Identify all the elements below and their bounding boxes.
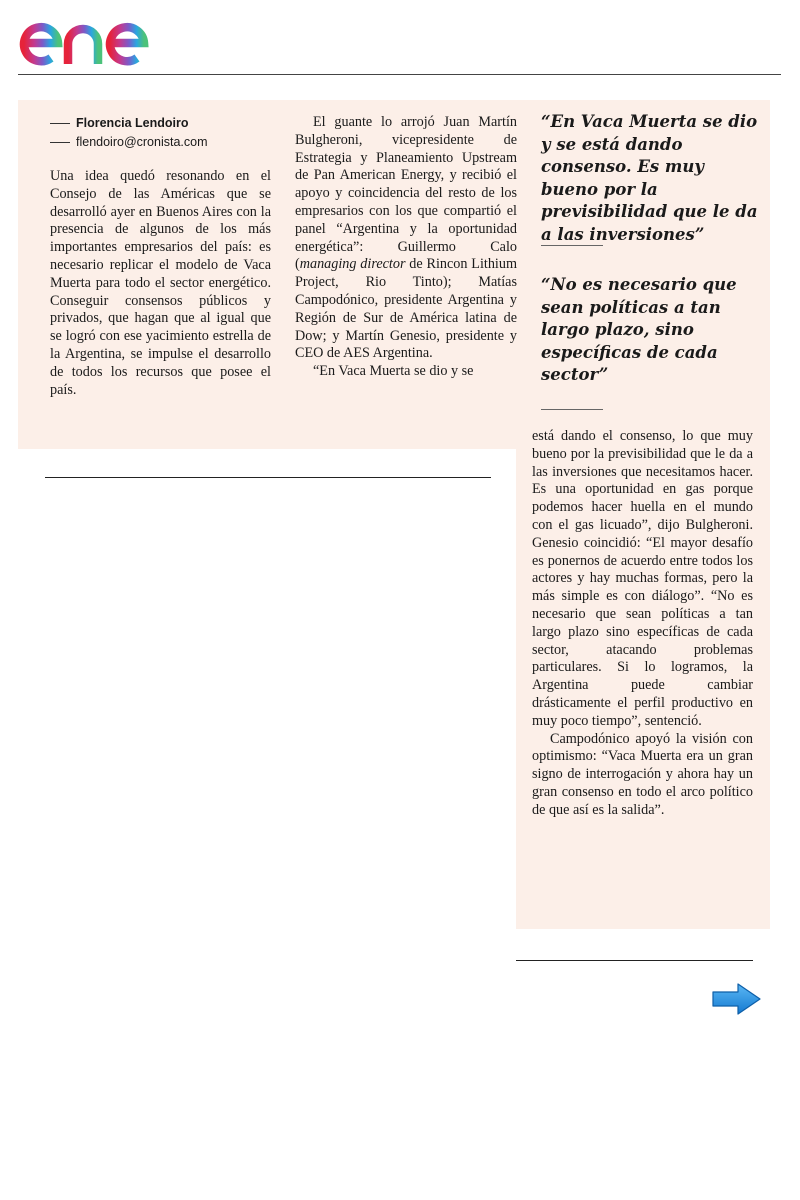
header-rule (18, 74, 781, 75)
byline (50, 114, 208, 152)
pull-quote-1: “En Vaca Muerta se dio y se está dando consenso. Es muy bueno por la previsibilidad que le da a las inversiones” (541, 112, 758, 244)
section-rule (516, 960, 753, 961)
article-paragraph: Campodónico apoyó la visión con optimismo: “Vaca Muerta era un gran signo de interrogación y ahora hay un gran consenso en todo el arco político de que así es la salida”. (532, 730, 753, 818)
author-name: Florencia Lendoiro (76, 116, 189, 130)
article-column-1 (50, 168, 271, 399)
author-email[interactable]: flendoiro@cronista.com (76, 135, 208, 149)
byline-dash (50, 123, 70, 124)
section-rule (45, 477, 491, 478)
byline-dash (50, 142, 70, 143)
article-text: de Rincon Lithium Project, Rio Tinto); Matías Campodónico, presidente Argentina y Región de Sur de América latina de Dow; y Martín Genesio, presidente y CEO de AES Argentina. (295, 256, 517, 362)
pull-quote-2: “No es necesario que sean políticas a tan largo plazo, sino específicas de cada sector” (541, 275, 737, 384)
article-emphasis: managing director (299, 256, 406, 273)
article-paragraph: Una idea quedó resonando en el Consejo de las Américas que se desarrolló ayer en Buenos Aires con la presencia de algunos de los más importantes empresarios del país: es necesario replicar el modelo de Vaca Muerta para todo el sector energético. Conseguir consensos públicos y privados, que hagan que al igual que se logró con ese yacimiento estrella de la Argentina, se impulse el desarrollo de todos los recursos que posee el país. (50, 168, 271, 398)
right-arrow-icon[interactable] (710, 982, 762, 1016)
quote-rule (541, 245, 603, 246)
enel-logo (18, 6, 173, 68)
quote-rule (541, 409, 603, 410)
article-column-3 (532, 428, 753, 820)
article-paragraph (295, 114, 517, 363)
article-paragraph: “En Vaca Muerta se dio y se (313, 363, 474, 380)
article-text: El guante lo arrojó Juan Martín Bulgheroni, vicepresidente de Estrategia y Planeamiento Upstream de Pan American Energy, y recibió el apoyo y coincidencia del resto de los empresarios con los que compartió el panel “Argentina y la oportunidad energética”: Guillermo Calo ( (295, 114, 517, 273)
article-paragraph: está dando el consenso, lo que muy bueno por la previsibilidad que le da a las inversiones que necesitamos hacer. Es una oportunidad en gas porque podemos hacer huella en el mundo con el gas licuado”, dijo Bulgheroni. Genesio coincidió: “El mayor desafío es ponernos de acuerdo entre todos los actores y hay muchas formas, pero la más simple es con diálogo”. “No es necesario que sean políticas a tan largo plazo sino específicas de cada sector, atacando problemas particulares. Si lo logramos, la Argentina puede cambiar drásticamente el perfil productivo en muy poco tiempo”, sentenció. (532, 428, 753, 729)
article-column-2 (295, 114, 517, 381)
